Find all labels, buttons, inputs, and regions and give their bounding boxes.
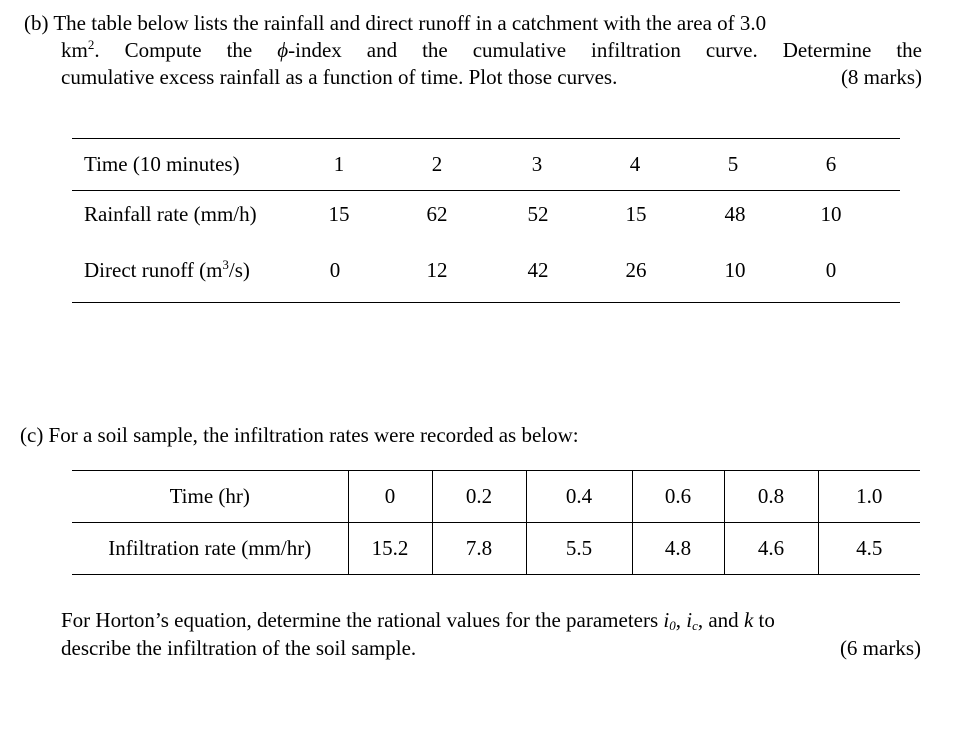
rainfall-cell: 15 xyxy=(328,202,350,226)
i0-symbol: $i_0$ xyxy=(663,608,676,633)
horton-line1: For Horton’s equation, determine the rational values for the parameters $i_0$, $i_c$, and k to xyxy=(61,608,775,633)
infiltration-rate-label: Infiltration rate (mm/hr) xyxy=(72,523,348,575)
horton-paragraph xyxy=(61,606,921,662)
table1-bottom-rule xyxy=(72,302,900,303)
time-hr-label: Time (hr) xyxy=(72,471,348,523)
table1-row-time xyxy=(72,139,900,189)
rainfall-cell: 15 xyxy=(625,202,647,226)
time-hr-cell: 0.6 xyxy=(632,471,724,523)
table2-row-time xyxy=(72,471,920,523)
time-hr-cell: 0.4 xyxy=(526,471,632,523)
rainfall-label: Rainfall rate (mm/h) xyxy=(84,202,257,226)
infiltration-rate-cell: 4.6 xyxy=(724,523,818,575)
marks-b: (8 marks) xyxy=(840,65,922,89)
time-hr-cell: 0 xyxy=(348,471,432,523)
time-cell: 4 xyxy=(629,152,641,176)
time-label: Time (10 minutes) xyxy=(84,152,240,176)
infiltration-table xyxy=(72,470,920,575)
table1-row-rainfall xyxy=(72,189,900,239)
table1-row-runoff xyxy=(72,245,900,295)
time-cell: 5 xyxy=(727,152,739,176)
horton-line2: describe the infiltration of the soil sample. (6 marks) xyxy=(61,636,921,660)
time-cell: 3 xyxy=(531,152,543,176)
time-hr-cell: 1.0 xyxy=(818,471,920,523)
runoff-cell: 10 xyxy=(724,258,746,282)
infiltration-rate-cell: 15.2 xyxy=(348,523,432,575)
rainfall-cell: 52 xyxy=(527,202,549,226)
question-c-intro: (c) For a soil sample, the infiltration rates were recorded as below: xyxy=(20,423,579,447)
marks-c: (6 marks) xyxy=(839,636,921,660)
k-symbol: k xyxy=(743,608,754,632)
rainfall-cell: 10 xyxy=(820,202,842,226)
time-cell: 1 xyxy=(333,152,345,176)
phi-symbol: ϕ xyxy=(277,38,289,62)
infiltration-rate-cell: 4.8 xyxy=(632,523,724,575)
runoff-cell: 0 xyxy=(825,258,837,282)
question-b-line1: (b) The table below lists the rainfall and direct runoff in a catchment with the area of 3.0 xyxy=(24,11,767,35)
question-b-paragraph xyxy=(24,10,922,91)
time-hr-cell: 0.8 xyxy=(724,471,818,523)
rainfall-cell: 62 xyxy=(426,202,448,226)
runoff-cell: 12 xyxy=(426,258,448,282)
runoff-cell: 0 xyxy=(329,258,341,282)
infiltration-rate-cell: 7.8 xyxy=(432,523,526,575)
infiltration-rate-cell: 5.5 xyxy=(526,523,632,575)
infiltration-rate-cell: 4.5 xyxy=(818,523,920,575)
runoff-label: Direct runoff $(m^3/s)$ xyxy=(84,257,250,282)
time-cell: 6 xyxy=(825,152,837,176)
time-hr-cell: 0.2 xyxy=(432,471,526,523)
ic-symbol: $i_c$ xyxy=(686,608,698,633)
runoff-cell: 26 xyxy=(625,258,647,282)
question-b-line2: $km^2$. Compute the ϕ-index and the cumulative infiltration curve. Determine the xyxy=(61,37,923,62)
runoff-cell: 42 xyxy=(527,258,549,282)
question-b-line3: cumulative excess rainfall as a function of time. Plot those curves. (8 marks) xyxy=(61,65,922,89)
rainfall-cell: 48 xyxy=(724,202,746,226)
table2-row-rate xyxy=(72,523,920,575)
time-cell: 2 xyxy=(431,152,443,176)
